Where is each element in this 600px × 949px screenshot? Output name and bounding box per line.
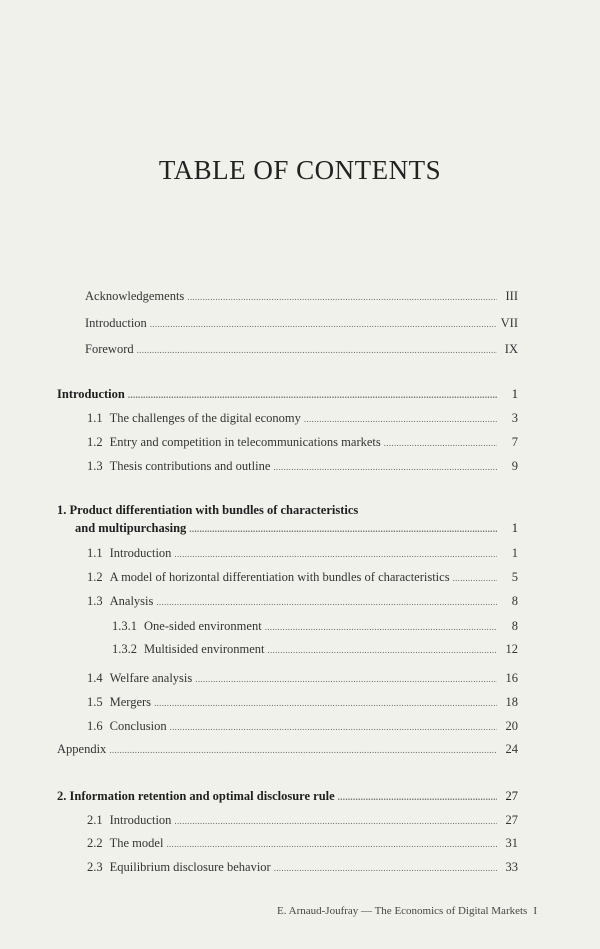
entry-number: 1.3 [87,594,103,608]
entry-label: The model [109,836,164,850]
leader-dots [338,789,497,805]
entry-number: 1.3.1 [112,619,137,633]
leader-dots [174,813,497,829]
leader-dots [273,459,497,475]
leader-dots [274,860,497,876]
entry-page: 5 [511,570,518,584]
entry-label: Equilibrium disclosure behavior [109,860,271,874]
entry-page: 31 [505,836,518,850]
chapter-page: 27 [505,789,518,803]
entry-page: 24 [505,742,518,756]
entry-label: Thesis contributions and outline [109,459,271,473]
entry-label: Welfare analysis [109,671,193,685]
entry-page: IX [504,342,518,356]
entry-label: Introduction [109,813,172,827]
entry-page: 27 [505,813,518,827]
entry-number: 1.5 [87,695,103,709]
leader-dots [128,387,497,403]
toc-entry[interactable] [87,458,518,474]
entry-number: 1.2 [87,435,103,449]
toc-chapter-2[interactable] [57,788,518,804]
entry-label: A model of horizontal differentiation with bundles of characteristics [109,570,450,584]
entry-page: 7 [511,435,518,449]
leader-dots [174,546,497,562]
entry-number: 1.3 [87,459,103,473]
toc-entry[interactable] [87,812,518,828]
leader-dots [150,316,497,332]
toc-entry[interactable] [87,569,518,585]
toc-entry[interactable] [87,670,518,686]
entry-number: 1.1 [87,546,103,560]
toc-entry[interactable] [87,410,518,426]
leader-dots [195,671,497,687]
entry-page: VII [500,316,518,330]
toc-entry[interactable] [87,434,518,450]
entry-page: 20 [505,719,518,733]
entry-page: 1 [511,546,518,560]
entry-label: Foreword [85,342,134,356]
entry-label: Introduction [109,546,172,560]
leader-dots [304,411,497,427]
entry-label: Entry and competition in telecommunications markets [109,435,381,449]
entry-label: Analysis [109,594,154,608]
entry-label: Mergers [109,695,152,709]
entry-label: Conclusion [109,719,167,733]
page-title: TABLE OF CONTENTS [158,155,442,185]
toc-subentry[interactable] [112,618,518,634]
entry-label: Appendix [57,742,107,756]
entry-number: 1.4 [87,671,103,685]
toc-entry[interactable] [87,694,518,710]
chapter-page: 1 [511,387,518,401]
chapter-label: Introduction [57,387,125,401]
toc-entry[interactable] [87,859,518,875]
entry-page: 8 [511,619,518,633]
entry-page: 3 [511,411,518,425]
entry-page: III [505,289,518,303]
entry-page: 18 [505,695,518,709]
entry-page: 9 [511,459,518,473]
toc-entry[interactable] [87,593,518,609]
toc-entry-introduction-front[interactable] [85,315,518,331]
leader-dots [109,742,497,758]
chapter-page: 1 [511,521,518,535]
entry-page: 16 [505,671,518,685]
chapter-1-heading[interactable]: 1. Product differentiation with bundles of characteristics [57,503,359,517]
entry-number: 1.6 [87,719,103,733]
entry-page: 33 [505,860,518,874]
entry-label: Acknowledgements [85,289,185,303]
running-footer: E. Arnaud-Joufray — The Economics of Digital Markets [277,905,528,917]
entry-number: 1.3.2 [112,642,137,656]
leader-dots [189,521,497,537]
chapter-label: 2. Information retention and optimal disclosure rule [57,789,335,803]
toc-appendix[interactable] [57,741,518,757]
leader-dots [137,342,497,358]
entry-number: 1.1 [87,411,103,425]
toc-entry-foreword[interactable] [85,341,518,357]
entry-page: 8 [511,594,518,608]
leader-dots [170,719,497,735]
leader-dots [156,594,497,610]
leader-dots [187,289,497,305]
chapter-label: and multipurchasing [75,521,187,535]
entry-label: Multisided environment [144,642,265,656]
entry-page: 12 [505,642,518,656]
leader-dots [166,836,497,852]
toc-entry[interactable] [87,718,518,734]
toc-chapter-introduction[interactable] [57,386,518,402]
leader-dots [384,435,497,451]
entry-number: 2.1 [87,813,103,827]
toc-subentry[interactable] [112,641,518,657]
entry-label: Introduction [85,316,147,330]
page-number: I [533,905,537,917]
page-footer [0,905,537,917]
entry-number: 2.3 [87,860,103,874]
entry-number: 2.2 [87,836,103,850]
leader-dots [267,642,497,658]
leader-dots [154,695,497,711]
toc-entry[interactable] [87,545,518,561]
leader-dots [453,570,497,586]
toc-entry[interactable] [87,835,518,851]
toc-entry-acknowledgements[interactable] [85,288,518,304]
entry-label: The challenges of the digital economy [109,411,301,425]
leader-dots [265,619,497,635]
toc-chapter-1[interactable] [75,520,518,536]
entry-label: One-sided environment [144,619,262,633]
entry-number: 1.2 [87,570,103,584]
